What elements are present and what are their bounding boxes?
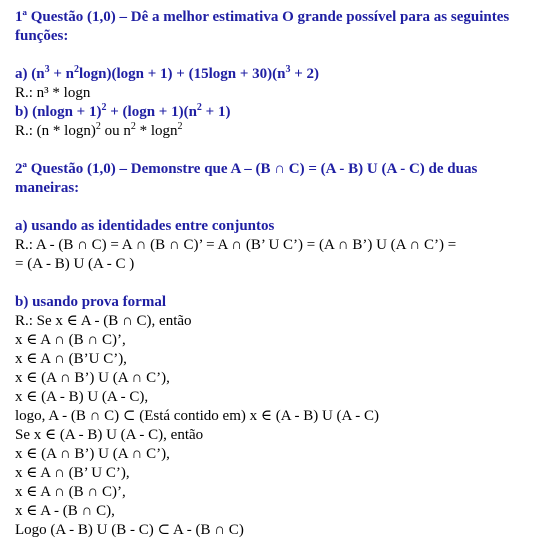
spacer: [15, 46, 551, 65]
proof-line: x ∈ A ∩ (B ∩ C)’,: [15, 332, 126, 348]
q2-item-a-heading: a) usando as identidades entre conjuntos: [15, 218, 275, 234]
q2-heading-line2: maneiras:: [15, 180, 80, 196]
q2-item-a-line: = (A - B) U (A - C ): [15, 256, 135, 272]
spacer: [15, 141, 551, 160]
proof-line: x ∈ A - (B ∩ C),: [15, 503, 115, 519]
proof-line: x ∈ A ∩ (B’U C’),: [15, 351, 127, 367]
proof-line: R.: Se x ∈ A - (B ∩ C), então: [15, 313, 192, 329]
q1-item-b: b) $(nlogn + 1)^2 + (\log n + 1)(n^2 + 1)$: [15, 102, 231, 120]
proof-line: Se x ∈ (A - B) U (A - C), então: [15, 427, 204, 443]
document-page: [15, 8, 551, 540]
q1-item-b-answer: R.: (n * logn)$^2$ ou $n^2 * \log n^2$: [15, 121, 183, 139]
q1-heading-line1: 1ª Questão (1,0) – Dê a melhor estimativa O grande possível para as seguintes: [15, 9, 510, 25]
spacer: [15, 198, 551, 217]
proof-line: logo, A - (B ∩ C) ⊂ (Está contido em) x ∈ (A - B) U (A - C): [15, 408, 380, 424]
proof-line: Logo (A - B) U (B - C) ⊂ A - (B ∩ C): [15, 522, 244, 538]
q1-item-a-answer: R.: n³ * logn: [15, 85, 91, 101]
q2-heading-line1: 2ª Questão (1,0) – Demonstre que A – (B ∩ C) = (A - B) U (A - C) de duas: [15, 161, 478, 177]
proof-line: x ∈ (A ∩ B’) U (A ∩ C’),: [15, 370, 170, 386]
spacer: [15, 274, 551, 293]
proof-line: x ∈ A ∩ (B ∩ C)’,: [15, 484, 126, 500]
proof-line: x ∈ A ∩ (B’ U C’),: [15, 465, 130, 481]
q2-item-b-heading: b) usando prova formal: [15, 294, 166, 310]
q1-heading-line2: funções:: [15, 28, 69, 44]
proof-line: x ∈ (A - B) U (A - C),: [15, 389, 149, 405]
q2-item-a-line: R.: A - (B ∩ C) = A ∩ (B ∩ C)’ = A ∩ (B’ U C’) = (A ∩ B’) U (A ∩ C’) =: [15, 237, 457, 253]
proof-line: x ∈ (A ∩ B’) U (A ∩ C’),: [15, 446, 170, 462]
q1-item-a: a) $(n^3 + n^2\log n)(\log n + 1) + (15\log n + 30)(n^3 + 2)$: [15, 64, 320, 82]
